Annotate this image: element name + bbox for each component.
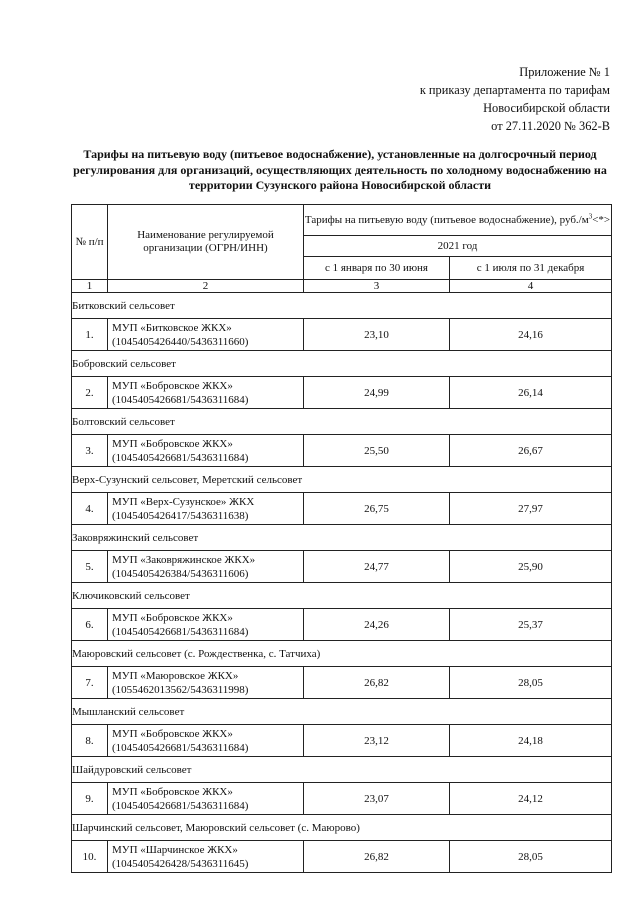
table-row <box>72 841 612 873</box>
table-row <box>72 319 612 351</box>
table-row <box>72 667 612 699</box>
tariff-value-h2: 24,16 <box>450 319 612 351</box>
group-row <box>72 525 612 551</box>
organization-cell <box>108 841 304 873</box>
organization-name: МУП «Бобровское ЖКХ» <box>112 785 233 798</box>
organization-ids: (1045405426681/5436311684) <box>112 625 249 638</box>
organization-name: МУП «Бобровское ЖКХ» <box>112 727 233 740</box>
table-row <box>72 377 612 409</box>
organization-name: МУП «Бобровское ЖКХ» <box>112 611 233 624</box>
appendix-line-4: от 27.11.2020 № 362-В <box>491 119 610 133</box>
tariff-value-h1: 26,75 <box>304 493 450 525</box>
group-label: Бобровский сельсовет <box>72 351 612 377</box>
table-row <box>72 551 612 583</box>
table-row <box>72 609 612 641</box>
organization-name: МУП «Битковское ЖКХ» <box>112 321 232 334</box>
organization-cell <box>108 319 304 351</box>
header-organization: Наименование регулируемой организации (ОГРН/ИНН) <box>108 205 304 280</box>
table-row <box>72 435 612 467</box>
group-label: Шарчинский сельсовет, Маюровский сельсовет (с. Маюрово) <box>72 815 612 841</box>
group-row <box>72 467 612 493</box>
organization-cell <box>108 667 304 699</box>
tariff-value-h1: 26,82 <box>304 841 450 873</box>
row-number: 2. <box>72 377 108 409</box>
tariff-value-h2: 25,90 <box>450 551 612 583</box>
organization-name: МУП «Бобровское ЖКХ» <box>112 437 233 450</box>
organization-ids: (1045405426440/5436311660) <box>112 335 249 348</box>
group-row <box>72 409 612 435</box>
header-tariff-note: <*> <box>592 213 611 226</box>
organization-name: МУП «Шарчинское ЖКХ» <box>112 843 238 856</box>
organization-ids: (1045405426681/5436311684) <box>112 451 249 464</box>
group-row <box>72 757 612 783</box>
organization-cell <box>108 783 304 815</box>
organization-name: МУП «Бобровское ЖКХ» <box>112 379 233 392</box>
table-row <box>72 725 612 757</box>
row-number: 4. <box>72 493 108 525</box>
group-row <box>72 583 612 609</box>
tariff-value-h2: 27,97 <box>450 493 612 525</box>
organization-cell <box>108 551 304 583</box>
organization-ids: (1045405426417/5436311638) <box>112 509 249 522</box>
tariff-value-h1: 24,26 <box>304 609 450 641</box>
header-number: № п/п <box>72 205 108 280</box>
row-number: 8. <box>72 725 108 757</box>
organization-name: МУП «Маюровское ЖКХ» <box>112 669 239 682</box>
tariff-value-h1: 23,07 <box>304 783 450 815</box>
organization-name: МУП «Заковряжинское ЖКХ» <box>112 553 256 566</box>
group-label: Ключиковский сельсовет <box>72 583 612 609</box>
organization-name: МУП «Верх-Сузунское» ЖКХ <box>112 495 255 508</box>
tariff-value-h2: 25,37 <box>450 609 612 641</box>
group-row <box>72 641 612 667</box>
tariff-value-h2: 24,18 <box>450 725 612 757</box>
organization-cell <box>108 609 304 641</box>
row-number: 1. <box>72 319 108 351</box>
column-index: 3 <box>304 280 450 293</box>
row-number: 5. <box>72 551 108 583</box>
row-number: 6. <box>72 609 108 641</box>
group-row <box>72 699 612 725</box>
column-index-row <box>72 280 612 293</box>
tariff-value-h1: 24,99 <box>304 377 450 409</box>
group-label: Болтовский сельсовет <box>72 409 612 435</box>
organization-ids: (1045405426681/5436311684) <box>112 741 249 754</box>
tariff-value-h1: 23,10 <box>304 319 450 351</box>
group-label: Мышланский сельсовет <box>72 699 612 725</box>
header-period-2: с 1 июля по 31 декабря <box>450 257 612 280</box>
group-label: Маюровский сельсовет (с. Рождественка, с. Татчиха) <box>72 641 612 667</box>
tariff-value-h1: 26,82 <box>304 667 450 699</box>
organization-cell <box>108 493 304 525</box>
organization-cell <box>108 725 304 757</box>
tariff-value-h2: 26,14 <box>450 377 612 409</box>
column-index: 1 <box>72 280 108 293</box>
group-row <box>72 351 612 377</box>
row-number: 3. <box>72 435 108 467</box>
organization-ids: (1045405426384/5436311606) <box>112 567 249 580</box>
tariff-value-h1: 24,77 <box>304 551 450 583</box>
table-row <box>72 493 612 525</box>
appendix-line-1: Приложение № 1 <box>519 65 610 79</box>
header-tariff <box>304 205 612 236</box>
table-row <box>72 783 612 815</box>
organization-ids: (1045405426681/5436311684) <box>112 799 249 812</box>
header-tariff-text: Тарифы на питьевую воду (питьевое водоснабжение), руб./м <box>304 213 589 226</box>
appendix-block <box>420 63 610 135</box>
row-number: 10. <box>72 841 108 873</box>
appendix-line-2: к приказу департамента по тарифам <box>419 83 610 97</box>
tariff-value-h2: 28,05 <box>450 667 612 699</box>
header-period-1: с 1 января по 30 июня <box>304 257 450 280</box>
document-title: Тарифы на питьевую воду (питьевое водоснабжение), установленные на долгосрочный период регулирования для организаций, осуществляющих деятельность по холодному водоснабжению на территории Сузунского района Новосибирской области <box>73 147 607 192</box>
group-row <box>72 293 612 319</box>
column-index: 4 <box>450 280 612 293</box>
organization-cell <box>108 377 304 409</box>
appendix-line-3: Новосибирской области <box>483 101 610 115</box>
header-tariff-unit-sup: 3 <box>588 211 593 220</box>
tariff-value-h1: 23,12 <box>304 725 450 757</box>
group-row <box>72 815 612 841</box>
tariff-value-h2: 28,05 <box>450 841 612 873</box>
organization-ids: (1055462013562/5436311998) <box>112 683 249 696</box>
tariff-value-h1: 25,50 <box>304 435 450 467</box>
group-label: Заковряжинский сельсовет <box>72 525 612 551</box>
header-year: 2021 год <box>304 236 612 257</box>
group-label: Шайдуровский сельсовет <box>72 757 612 783</box>
organization-ids: (1045405426428/5436311645) <box>112 857 249 870</box>
tariff-table <box>71 204 612 873</box>
organization-ids: (1045405426681/5436311684) <box>112 393 249 406</box>
row-number: 7. <box>72 667 108 699</box>
row-number: 9. <box>72 783 108 815</box>
tariff-value-h2: 26,67 <box>450 435 612 467</box>
group-label: Верх-Сузунский сельсовет, Меретский сельсовет <box>72 467 612 493</box>
tariff-value-h2: 24,12 <box>450 783 612 815</box>
group-label: Битковский сельсовет <box>72 293 612 319</box>
column-index: 2 <box>108 280 304 293</box>
organization-cell <box>108 435 304 467</box>
